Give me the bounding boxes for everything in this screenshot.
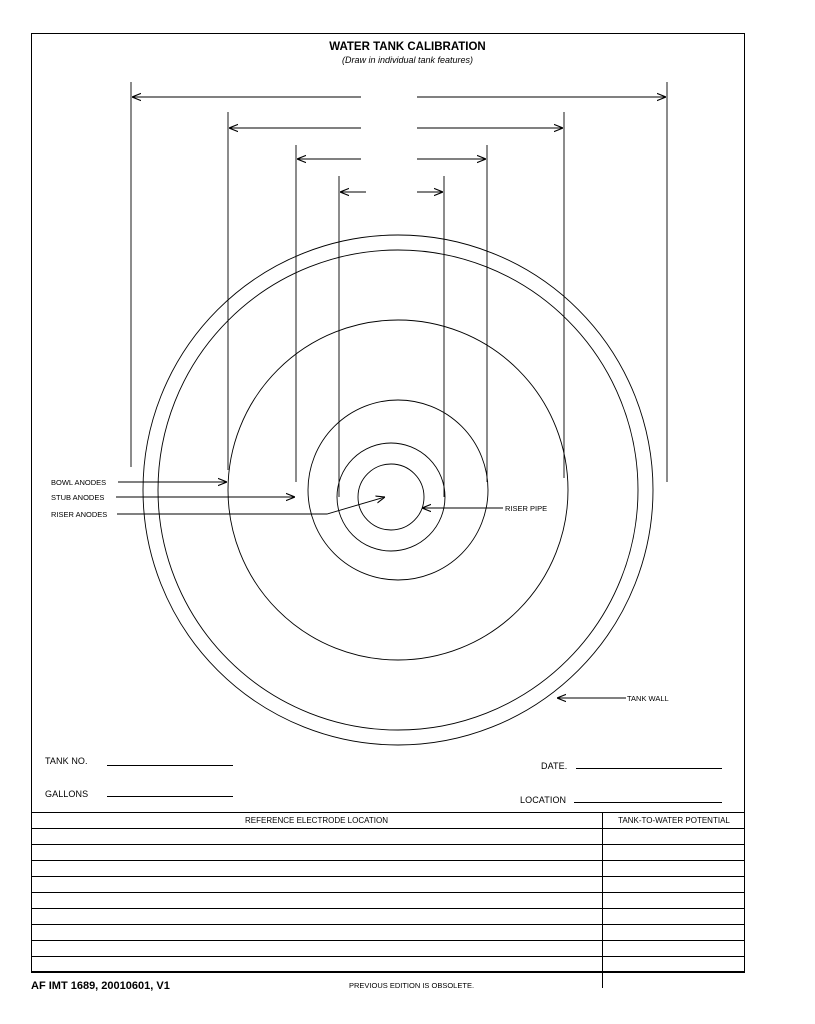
riser-anodes-label: RISER ANODES [51,510,108,519]
potential-cell[interactable] [603,877,746,893]
table-row [31,909,745,925]
form-subtitle: (Draw in individual tank features) [341,55,474,65]
potential-cell[interactable] [603,845,746,861]
column-header-reference-location: REFERENCE ELECTRODE LOCATION [31,813,603,829]
form-title: WATER TANK CALIBRATION [329,41,486,53]
location-cell[interactable] [31,957,603,973]
gallons-field[interactable] [107,796,233,797]
location-cell[interactable] [31,893,603,909]
gallons-label: GALLONS [45,789,89,799]
potential-cell[interactable] [603,973,746,989]
stub-circle [308,400,488,580]
column-header-tank-to-water-potential: TANK-TO-WATER POTENTIAL [603,813,746,829]
table-row [31,845,745,861]
bowl-circle [228,320,568,660]
potential-cell[interactable] [603,941,746,957]
table-row [31,877,745,893]
form-id: AF IMT 1689, 20010601, V1 [31,980,170,992]
location-field[interactable] [574,802,722,803]
riser-outer-circle [337,443,445,551]
location-cell[interactable] [31,877,603,893]
location-label: LOCATION [520,795,567,805]
table-row [31,861,745,877]
date-label: DATE. [541,761,568,771]
tank-no-label: TANK NO. [45,756,88,766]
table-row [31,829,745,845]
location-cell[interactable] [31,925,603,941]
location-cell[interactable] [31,941,603,957]
tank-wall-inner-circle [158,250,638,730]
table-row [31,957,745,973]
table-header-row [31,813,745,829]
potential-cell[interactable] [603,861,746,877]
location-cell[interactable] [31,861,603,877]
potential-cell[interactable] [603,957,746,973]
potential-cell[interactable] [603,893,746,909]
potential-cell[interactable] [603,925,746,941]
location-cell[interactable] [31,909,603,925]
tank-wall-outer-circle [143,235,653,745]
obsolete-notice: PREVIOUS EDITION IS OBSOLETE. [349,981,475,990]
date-field[interactable] [576,768,722,769]
table-row [31,941,745,957]
riser-anodes-leader [117,497,385,514]
tank-wall-label: TANK WALL [627,694,669,703]
stub-anodes-label: STUB ANODES [51,493,105,502]
location-cell[interactable] [31,829,603,845]
riser-inner-circle [358,464,424,530]
potential-cell[interactable] [603,829,746,845]
potential-cell[interactable] [603,909,746,925]
table-row [31,925,745,941]
location-cell[interactable] [31,845,603,861]
bowl-anodes-label: BOWL ANODES [51,478,107,487]
table-row [31,893,745,909]
reference-electrode-table [31,812,745,988]
tank-no-field[interactable] [107,765,233,766]
riser-pipe-label: RISER PIPE [505,504,548,513]
